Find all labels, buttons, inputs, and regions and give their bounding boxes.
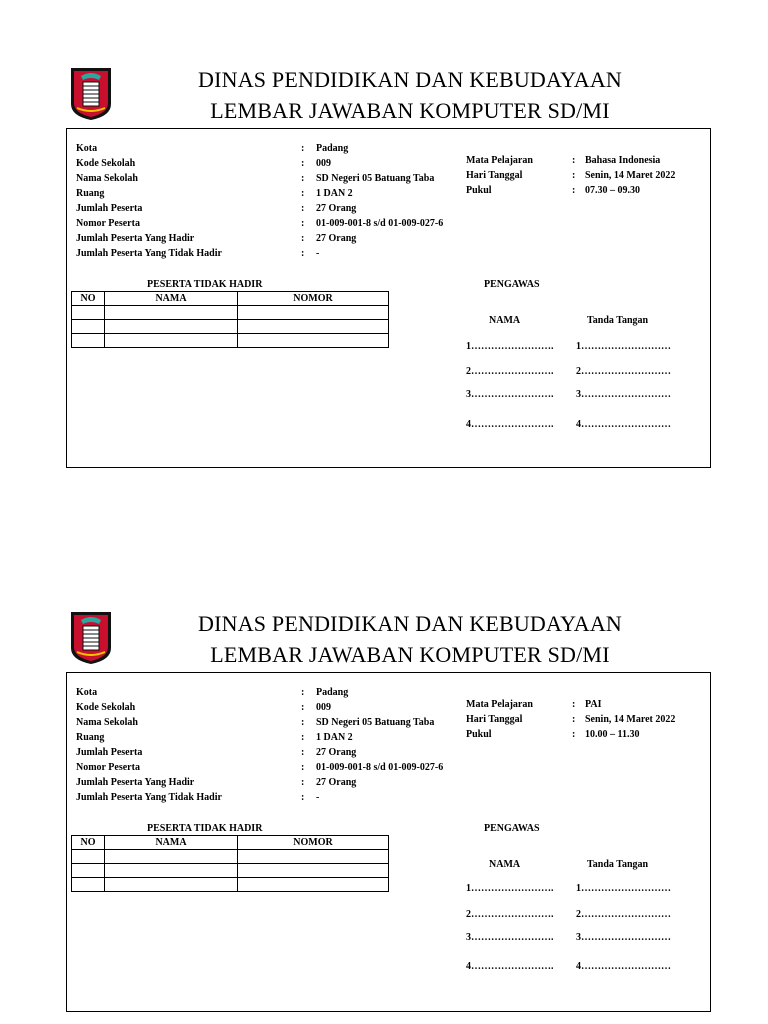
info-value: Bahasa Indonesia <box>585 155 661 166</box>
info-label: Pukul <box>466 729 492 740</box>
table-row <box>72 878 389 892</box>
answer-sheet-2 <box>0 544 768 984</box>
absent-table <box>71 291 389 348</box>
supervisor-signature-line-4[interactable]: 4……………………… <box>576 961 671 972</box>
info-separator: : <box>301 233 305 244</box>
table-row <box>72 864 389 878</box>
supervisor-name-line-4[interactable]: 4……………………. <box>466 419 554 430</box>
info-label: Ruang <box>76 732 105 743</box>
info-value: 27 Orang <box>316 747 357 758</box>
info-row-hari-tanggal <box>466 168 706 183</box>
supervisor-name-line-2[interactable]: 2……………………. <box>466 909 554 920</box>
supervisor-name-header: NAMA <box>489 859 521 870</box>
supervisor-name-line-3[interactable]: 3……………………. <box>466 932 554 943</box>
info-value: PAI <box>585 699 602 710</box>
info-separator: : <box>301 717 305 728</box>
info-row-tidak-hadir <box>76 246 476 261</box>
table-cell[interactable] <box>105 850 238 864</box>
info-separator: : <box>301 762 305 773</box>
supervisor-signature-line-1[interactable]: 1……………………… <box>576 883 671 894</box>
info-value: - <box>316 248 320 259</box>
info-separator: : <box>301 747 305 758</box>
info-label: Pukul <box>466 185 492 196</box>
info-label: Nama Sekolah <box>76 717 138 728</box>
info-label: Kota <box>76 687 98 698</box>
supervisor-signature-line-4[interactable]: 4……………………… <box>576 419 671 430</box>
info-value: Senin, 14 Maret 2022 <box>585 170 676 181</box>
info-separator: : <box>301 777 305 788</box>
absent-table-title: PESERTA TIDAK HADIR <box>147 823 263 834</box>
table-cell[interactable] <box>238 320 389 334</box>
info-label: Mata Pelajaran <box>466 699 533 710</box>
table-cell[interactable] <box>72 306 105 320</box>
info-value: Padang <box>316 687 349 698</box>
table-cell[interactable] <box>72 878 105 892</box>
info-separator: : <box>301 702 305 713</box>
info-separator: : <box>301 248 305 259</box>
info-value: SD Negeri 05 Batuang Taba <box>316 717 435 728</box>
info-row-mata-pelajaran <box>466 153 706 168</box>
info-value: 01-009-001-8 s/d 01-009-027-6 <box>316 218 444 229</box>
column-header-nomor: NOMOR <box>238 836 389 850</box>
info-separator: : <box>301 218 305 229</box>
info-row-ruang <box>76 730 476 745</box>
header-line-2: LEMBAR JAWABAN KOMPUTER SD/MI <box>210 642 610 667</box>
info-value: 27 Orang <box>316 233 357 244</box>
info-separator: : <box>572 185 576 196</box>
exam-info <box>466 697 706 742</box>
column-header-nomor: NOMOR <box>238 292 389 306</box>
info-row-mata-pelajaran <box>466 697 706 712</box>
supervisor-signature-line-3[interactable]: 3……………………… <box>576 389 671 400</box>
school-info <box>76 685 476 805</box>
info-value: 27 Orang <box>316 777 357 788</box>
info-label: Kota <box>76 143 98 154</box>
supervisor-signature-line-1[interactable]: 1……………………… <box>576 341 671 352</box>
header-line-1: DINAS PENDIDIKAN DAN KEBUDAYAAN <box>198 611 622 636</box>
table-cell[interactable] <box>72 320 105 334</box>
supervisor-title: PENGAWAS <box>484 279 540 290</box>
info-separator: : <box>301 143 305 154</box>
info-row-pukul <box>466 183 706 198</box>
info-row-jumlah-peserta <box>76 745 476 760</box>
padang-city-emblem-icon <box>69 610 113 666</box>
info-separator: : <box>301 173 305 184</box>
info-row-hadir <box>76 231 476 246</box>
supervisor-name-line-1[interactable]: 1……………………. <box>466 341 554 352</box>
info-row-ruang <box>76 186 476 201</box>
info-value: 07.30 – 09.30 <box>585 185 640 196</box>
table-cell[interactable] <box>238 334 389 348</box>
info-separator: : <box>572 155 576 166</box>
info-label: Nama Sekolah <box>76 173 138 184</box>
info-row-kota <box>76 141 476 156</box>
sheet-box <box>66 128 711 468</box>
info-label: Kode Sekolah <box>76 158 136 169</box>
info-value: Padang <box>316 143 349 154</box>
table-row <box>72 850 389 864</box>
info-separator: : <box>301 792 305 803</box>
info-label: Jumlah Peserta Yang Hadir <box>76 777 195 788</box>
supervisor-name-line-1[interactable]: 1……………………. <box>466 883 554 894</box>
exam-info <box>466 153 706 198</box>
table-cell[interactable] <box>105 306 238 320</box>
info-value: 009 <box>316 702 331 713</box>
info-separator: : <box>301 158 305 169</box>
supervisor-signature-line-2[interactable]: 2……………………… <box>576 366 671 377</box>
sheet-box <box>66 672 711 1012</box>
info-value: 1 DAN 2 <box>316 732 353 743</box>
table-cell[interactable] <box>72 864 105 878</box>
table-cell[interactable] <box>72 334 105 348</box>
info-row-nomor-peserta <box>76 216 476 231</box>
table-header-row <box>72 836 389 850</box>
info-separator: : <box>301 732 305 743</box>
info-label: Jumlah Peserta Yang Tidak Hadir <box>76 248 222 259</box>
table-row <box>72 320 389 334</box>
info-value: 10.00 – 11.30 <box>585 729 640 740</box>
supervisor-signature-line-2[interactable]: 2……………………… <box>576 909 671 920</box>
info-value: - <box>316 792 320 803</box>
info-label: Kode Sekolah <box>76 702 136 713</box>
supervisor-signature-line-3[interactable]: 3……………………… <box>576 932 671 943</box>
info-label: Mata Pelajaran <box>466 155 533 166</box>
info-row-hadir <box>76 775 476 790</box>
supervisor-name-line-2[interactable]: 2……………………. <box>466 366 554 377</box>
info-row-pukul <box>466 727 706 742</box>
info-row-hari-tanggal <box>466 712 706 727</box>
table-cell[interactable] <box>105 878 238 892</box>
supervisor-signature-header: Tanda Tangan <box>587 859 649 870</box>
column-header-no: NO <box>72 836 105 850</box>
table-cell[interactable] <box>72 850 105 864</box>
absent-table <box>71 835 389 892</box>
info-value: Senin, 14 Maret 2022 <box>585 714 676 725</box>
info-row-kota <box>76 685 476 700</box>
answer-sheet-1 <box>0 0 768 440</box>
header-line-2: LEMBAR JAWABAN KOMPUTER SD/MI <box>210 98 610 123</box>
column-header-nama: NAMA <box>105 292 238 306</box>
info-label: Jumlah Peserta Yang Hadir <box>76 233 195 244</box>
info-separator: : <box>572 714 576 725</box>
column-header-no: NO <box>72 292 105 306</box>
info-row-kode-sekolah <box>76 700 476 715</box>
info-label: Jumlah Peserta <box>76 747 143 758</box>
info-label: Hari Tanggal <box>466 714 523 725</box>
info-row-nama-sekolah <box>76 171 476 186</box>
supervisor-name-header: NAMA <box>489 315 521 326</box>
info-value: 009 <box>316 158 331 169</box>
info-value: 27 Orang <box>316 203 357 214</box>
info-separator: : <box>301 203 305 214</box>
info-value: 1 DAN 2 <box>316 188 353 199</box>
info-separator: : <box>301 687 305 698</box>
table-cell[interactable] <box>238 850 389 864</box>
table-cell[interactable] <box>238 864 389 878</box>
school-info <box>76 141 476 261</box>
info-label: Jumlah Peserta <box>76 203 143 214</box>
column-header-nama: NAMA <box>105 836 238 850</box>
table-cell[interactable] <box>238 306 389 320</box>
info-value: 01-009-001-8 s/d 01-009-027-6 <box>316 762 444 773</box>
table-header-row <box>72 292 389 306</box>
table-cell[interactable] <box>105 334 238 348</box>
absent-table-title: PESERTA TIDAK HADIR <box>147 279 263 290</box>
info-separator: : <box>572 170 576 181</box>
supervisor-name-line-4[interactable]: 4……………………. <box>466 961 554 972</box>
table-cell[interactable] <box>238 878 389 892</box>
supervisor-title: PENGAWAS <box>484 823 540 834</box>
info-label: Ruang <box>76 188 105 199</box>
info-row-jumlah-peserta <box>76 201 476 216</box>
table-row <box>72 306 389 320</box>
table-row <box>72 334 389 348</box>
info-label: Hari Tanggal <box>466 170 523 181</box>
header-line-1: DINAS PENDIDIKAN DAN KEBUDAYAAN <box>198 67 622 92</box>
supervisor-signature-header: Tanda Tangan <box>587 315 649 326</box>
info-row-nama-sekolah <box>76 715 476 730</box>
info-row-tidak-hadir <box>76 790 476 805</box>
info-value: SD Negeri 05 Batuang Taba <box>316 173 435 184</box>
info-label: Nomor Peserta <box>76 762 140 773</box>
table-cell[interactable] <box>105 864 238 878</box>
table-cell[interactable] <box>105 320 238 334</box>
info-separator: : <box>572 729 576 740</box>
info-row-kode-sekolah <box>76 156 476 171</box>
info-label: Jumlah Peserta Yang Tidak Hadir <box>76 792 222 803</box>
supervisor-name-line-3[interactable]: 3……………………. <box>466 389 554 400</box>
info-row-nomor-peserta <box>76 760 476 775</box>
info-separator: : <box>301 188 305 199</box>
padang-city-emblem-icon <box>69 66 113 122</box>
info-label: Nomor Peserta <box>76 218 140 229</box>
info-separator: : <box>572 699 576 710</box>
